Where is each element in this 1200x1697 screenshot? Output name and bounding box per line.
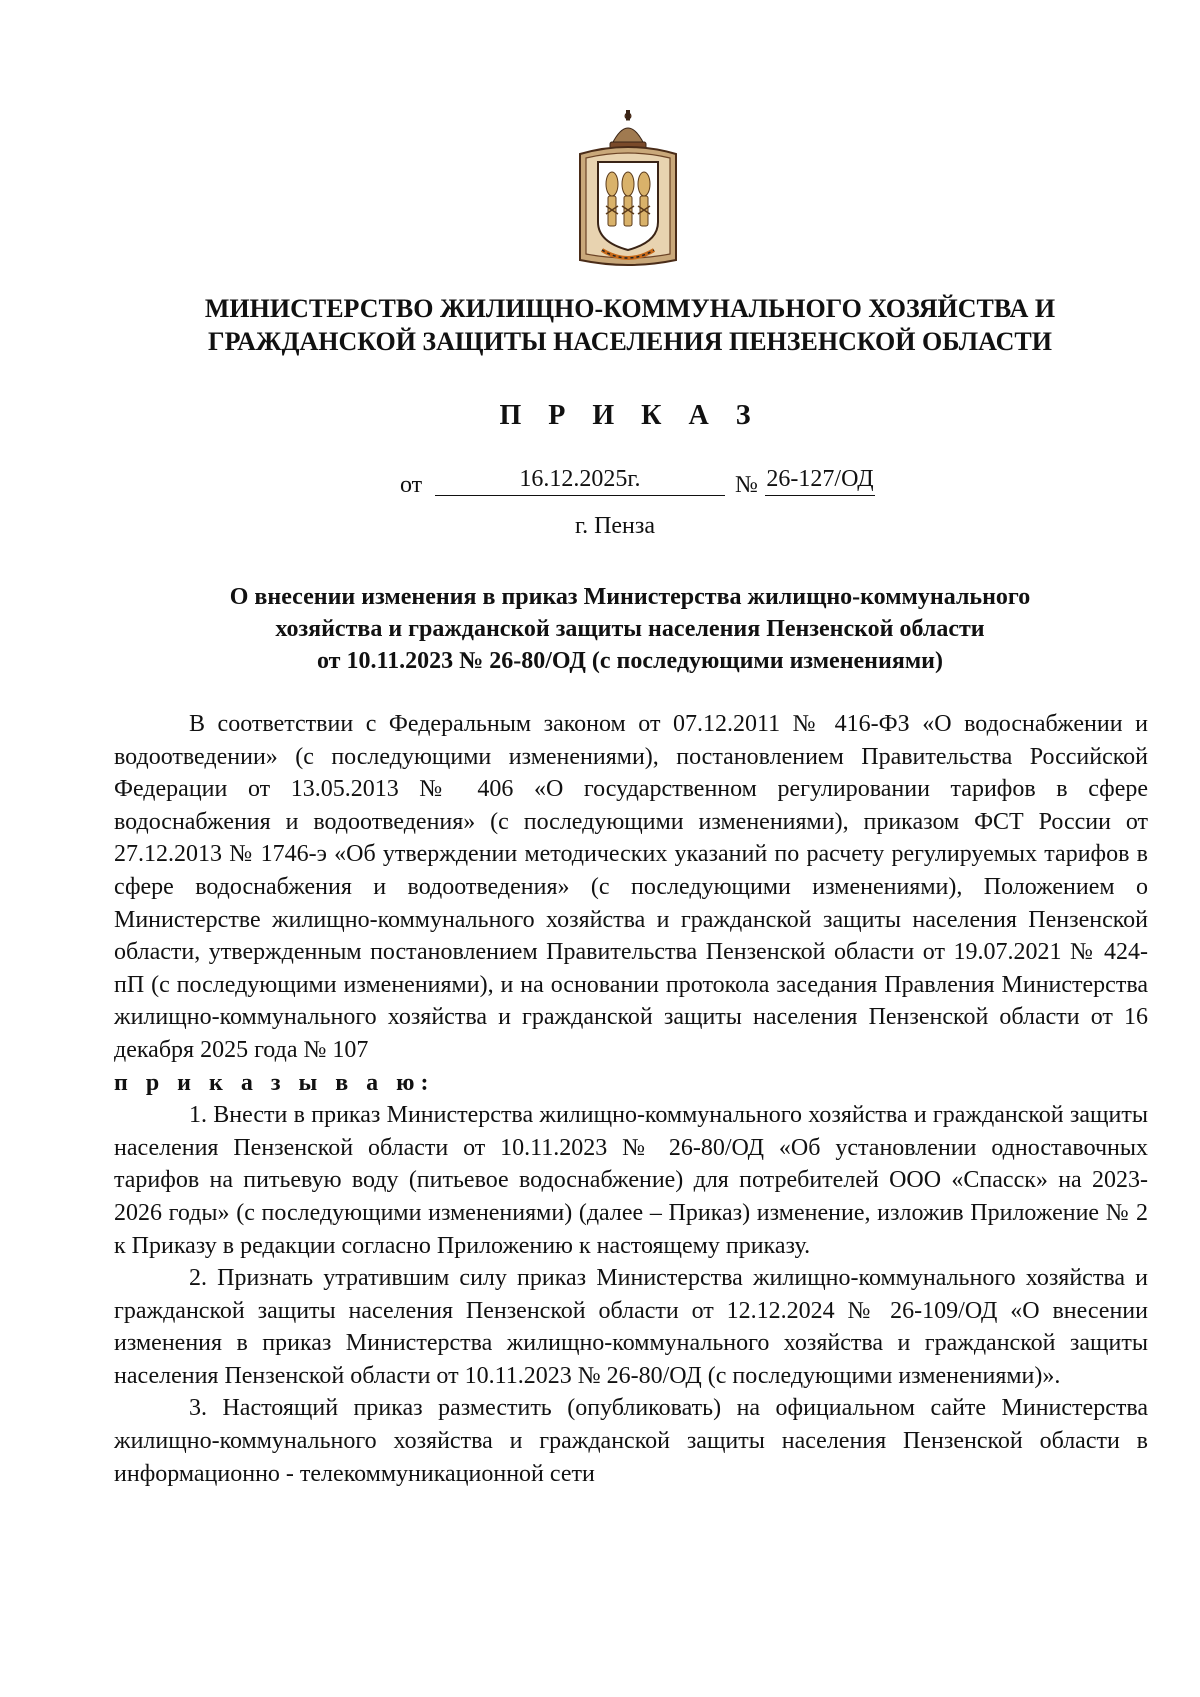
subject-line3: от 10.11.2023 № 26-80/ОД (с последующими изменениями) — [316, 648, 943, 674]
order-date-number-line — [0, 466, 1200, 506]
number-prefix: № — [735, 472, 758, 498]
document-type: П Р И К А З — [499, 400, 761, 431]
order-item-2: 2. Признать утратившим силу приказ Министерства жилищно-коммунального хозяйства и гражданской защиты населения Пензенской области от 12.12.2024 № 26-109/ОД «О внесении изменения в приказ Министерства жилищно-коммунального хозяйства и гражданской защиты населения Пензенской области от 10.11.2023 № 26-80/ОД (с последующими изменениями)». — [114, 1265, 1148, 1389]
orders-word: п р и к а з ы в а ю: — [114, 1069, 435, 1096]
order-body — [114, 708, 1148, 1490]
ministry-name — [110, 292, 1150, 358]
order-date: 16.12.2025г. — [435, 466, 725, 496]
city: г. Пенза — [574, 513, 656, 539]
preamble-paragraph: В соответствии с Федеральным законом от 07.12.2011 № 416-ФЗ «О водоснабжении и водоотведении» (с последующими изменениями), постановлением Правительства Российской Федерации от 13.05.2013 № 406 «О государственном регулировании тарифов в сфере водоснабжения и водоотведения» (с последующими изменениями), приказом ФСТ России от 27.12.2013 № 1746-э «Об утверждении методических указаний по расчету регулируемых тарифов в сфере водоснабжения и водоотведения» (с последующими изменениями), Положением о Министерстве жилищно-коммунального хозяйства и гражданской защиты населения Пензенской области, утвержденным постановлением Правительства Пензенской области от 19.07.2021 № 424-пП (с последующими изменениями), и на основании протокола заседания Правления Министерства жилищно-коммунального хозяйства и гражданской защиты населения Пензенской области от 16 декабря 2025 года № 107 — [114, 711, 1148, 1063]
order-item-3: 3. Настоящий приказ разместить (опубликовать) на официальном сайте Министерства жилищно-коммунального хозяйства и гражданской защиты населения Пензенской области в информационно - телекоммуникационной сети — [114, 1395, 1148, 1487]
date-prefix: от — [400, 472, 423, 498]
ministry-name-line1: МИНИСТЕРСТВО ЖИЛИЩНО-КОММУНАЛЬНОГО ХОЗЯЙСТВА И — [204, 294, 1056, 323]
coat-of-arms-icon — [572, 110, 684, 270]
subject-line2: хозяйства и гражданской защиты населения Пензенской области — [275, 616, 985, 642]
order-number: 26-127/ОД — [765, 466, 875, 496]
subject-line1: О внесении изменения в приказ Министерства жилищно-коммунального — [229, 584, 1031, 610]
order-subject — [110, 581, 1150, 677]
ministry-name-line2: ГРАЖДАНСКОЙ ЗАЩИТЫ НАСЕЛЕНИЯ ПЕНЗЕНСКОЙ ОБЛАСТИ — [208, 327, 1052, 356]
order-item-1: 1. Внести в приказ Министерства жилищно-коммунального хозяйства и гражданской защиты населения Пензенской области от 10.11.2023 № 26-80/ОД «Об установлении одноставочных тарифов на питьевую воду (питьевое водоснабжение) для потребителей ООО «Спасск» на 2023-2026 годы» (с последующими изменениями) (далее – Приказ) изменение, изложив Приложение № 2 к Приказу в редакции согласно Приложению к настоящему приказу. — [114, 1102, 1148, 1259]
